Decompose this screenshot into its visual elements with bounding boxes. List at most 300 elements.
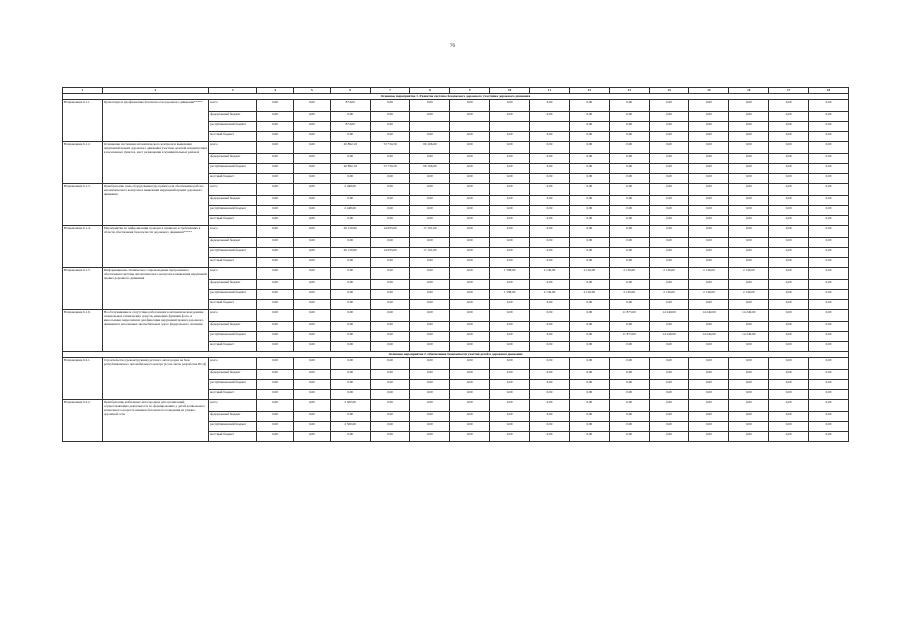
amount-cell: 0,00 (330, 258, 370, 268)
amount-cell: 0,00 (689, 184, 729, 196)
amount-cell: 14 249,00 (729, 310, 769, 322)
amount-cell: 0,00 (410, 184, 450, 196)
amount-cell: 0,00 (410, 322, 450, 332)
amount-cell: 0,00 (490, 142, 530, 154)
funding-source: всего (209, 226, 257, 238)
amount-cell: 0,00 (490, 400, 530, 412)
amount-cell: 0,00 (609, 380, 649, 390)
amount-cell: 0,00 (410, 238, 450, 248)
amount-cell: 0,00 (490, 196, 530, 206)
amount-cell: 0,00 (569, 342, 609, 352)
amount-cell: 0,00 (649, 432, 689, 442)
amount-cell: 0,00 (257, 390, 294, 400)
amount-cell: 0,00 (370, 268, 410, 280)
amount-cell: 0,00 (330, 290, 370, 300)
amount-cell: 0,00 (370, 174, 410, 184)
amount-cell: 0,00 (769, 390, 809, 400)
amount-cell: 0,00 (649, 300, 689, 310)
amount-cell: 0,00 (809, 184, 849, 196)
amount-cell: 0,00 (257, 310, 294, 322)
amount-cell: 0,00 (410, 332, 450, 342)
amount-cell: 0,00 (809, 196, 849, 206)
amount-cell: 0,00 (410, 112, 450, 122)
amount-cell: 0,00 (569, 432, 609, 442)
amount-cell: 874,00 (330, 100, 370, 112)
amount-cell: 0,00 (257, 280, 294, 290)
amount-cell: 0,00 (450, 100, 490, 112)
amount-cell: 0,00 (769, 310, 809, 322)
amount-cell: 0,00 (530, 322, 570, 332)
funding-source: республиканский бюджет (209, 332, 257, 342)
amount-cell: 0,00 (450, 258, 490, 268)
amount-cell: 0,00 (370, 132, 410, 142)
amount-cell: 0,00 (490, 380, 530, 390)
amount-cell: 0,00 (769, 422, 809, 432)
amount-cell: 0,00 (530, 310, 570, 322)
amount-cell: 0,00 (769, 154, 809, 164)
amount-cell: 0,00 (729, 300, 769, 310)
amount-cell: 0,00 (769, 142, 809, 154)
amount-cell: 14 249,00 (729, 332, 769, 342)
amount-cell: 0,00 (330, 322, 370, 332)
amount-cell: 0,00 (257, 370, 294, 380)
amount-cell: 0,00 (729, 322, 769, 332)
amount-cell: 0,00 (530, 184, 570, 196)
direction-name: Приобретение спец-оборудования (программ) для обеспечения работы автоматического контроля и выявления нарушений правил дорожного движения (102, 184, 208, 226)
amount-cell: 0,00 (530, 358, 570, 370)
amount-cell: 0,00 (410, 300, 450, 310)
amount-cell: 0,00 (450, 390, 490, 400)
amount-cell: 0,00 (370, 196, 410, 206)
amount-cell: 0,00 (569, 184, 609, 196)
funding-source: местный бюджет (209, 300, 257, 310)
amount-cell: 0,00 (729, 216, 769, 226)
amount-cell: 2 136,00 (569, 290, 609, 300)
amount-cell: 0,00 (293, 100, 330, 112)
amount-cell: 0,00 (649, 342, 689, 352)
budget-table (62, 87, 849, 442)
amount-cell: 0,00 (450, 422, 490, 432)
amount-cell: 0,00 (450, 290, 490, 300)
amount-cell: 0,00 (293, 206, 330, 216)
amount-cell: 0,00 (330, 390, 370, 400)
amount-cell: 0,00 (293, 238, 330, 248)
amount-cell: 2 136,00 (729, 268, 769, 280)
amount-cell: 0,00 (293, 310, 330, 322)
amount-cell: 0,00 (293, 142, 330, 154)
amount-cell: 0,00 (410, 100, 450, 112)
amount-cell: 0,00 (769, 370, 809, 380)
amount-cell: 0,00 (689, 412, 729, 422)
direction-name: Оснащение системами автоматического контроля и выявления нарушений правил дорожного движения участков опасной концентрации в населенных пунктах, мест размещения в муниципальных районах (102, 142, 208, 184)
amount-cell: 0,00 (769, 332, 809, 342)
amount-cell: 0,00 (370, 300, 410, 310)
amount-cell: 0,00 (257, 258, 294, 268)
amount-cell: 0,00 (609, 342, 649, 352)
amount-cell: 0,00 (729, 390, 769, 400)
amount-cell: 2 136,00 (569, 268, 609, 280)
amount-cell: 0,00 (609, 300, 649, 310)
funding-source: местный бюджет (209, 174, 257, 184)
amount-cell: 0,00 (809, 412, 849, 422)
amount-cell: 0,00 (257, 358, 294, 370)
amount-cell: 0,00 (450, 400, 490, 412)
amount-cell: 0,00 (370, 184, 410, 196)
funding-source: федеральный бюджет (209, 322, 257, 332)
amount-cell: 0,00 (257, 142, 294, 154)
amount-cell: 0,00 (293, 400, 330, 412)
amount-cell: 0,00 (293, 332, 330, 342)
amount-cell: 14 249,00 (649, 332, 689, 342)
funding-source: республиканский бюджет (209, 248, 257, 258)
column-number: 4 (257, 88, 294, 94)
amount-cell: 0,00 (293, 422, 330, 432)
amount-cell: 0,00 (257, 412, 294, 422)
amount-cell: 0,00 (649, 248, 689, 258)
amount-cell: 0,00 (450, 154, 490, 164)
amount-cell: 0,00 (490, 310, 530, 322)
funding-source: федеральный бюджет (209, 280, 257, 290)
table-row (63, 268, 849, 280)
amount-cell: 0,00 (530, 300, 570, 310)
amount-cell: 0,00 (410, 206, 450, 216)
amount-cell: 0,00 (370, 290, 410, 300)
amount-cell: 0,00 (330, 432, 370, 442)
funding-source: федеральный бюджет (209, 112, 257, 122)
amount-cell: 0,00 (609, 400, 649, 412)
amount-cell: 0,00 (530, 154, 570, 164)
amount-cell: 0,00 (569, 226, 609, 238)
amount-cell: 0,00 (450, 332, 490, 342)
amount-cell: 0,00 (689, 206, 729, 216)
amount-cell: 0,00 (530, 216, 570, 226)
amount-cell: 0,00 (530, 380, 570, 390)
amount-cell: 0,00 (729, 248, 769, 258)
amount-cell: 0,00 (769, 196, 809, 206)
amount-cell: 0,00 (809, 332, 849, 342)
amount-cell: 0,00 (293, 432, 330, 442)
amount-cell: 0,00 (530, 248, 570, 258)
amount-cell: 0,00 (729, 132, 769, 142)
amount-cell: 0,00 (569, 322, 609, 332)
amount-cell: 0,00 (330, 412, 370, 422)
amount-cell: 0,00 (809, 132, 849, 142)
amount-cell: 0,00 (450, 370, 490, 380)
amount-cell: 0,00 (729, 184, 769, 196)
amount-cell: 0,00 (609, 142, 649, 154)
amount-cell: 0,00 (769, 238, 809, 248)
amount-cell: 0,00 (410, 358, 450, 370)
direction-id: Направление 6.1.4. (63, 226, 103, 268)
amount-cell: 0,00 (410, 310, 450, 322)
amount-cell: 0,00 (257, 342, 294, 352)
funding-source: федеральный бюджет (209, 370, 257, 380)
column-number: 16 (729, 88, 769, 94)
direction-name: Мероприятия по цифровизации граждан в правилах и требованиях в области обеспечения безопасности дорожного движения***** (102, 226, 208, 268)
amount-cell: 0,00 (293, 300, 330, 310)
amount-cell: 0,00 (569, 400, 609, 412)
amount-cell: 0,00 (569, 112, 609, 122)
amount-cell: 0,00 (293, 290, 330, 300)
amount-cell: 0,00 (530, 112, 570, 122)
amount-cell: 0,00 (330, 174, 370, 184)
amount-cell: 14 249,00 (689, 310, 729, 322)
amount-cell: 0,00 (370, 280, 410, 290)
amount-cell: 0,00 (410, 412, 450, 422)
amount-cell: 0,00 (370, 322, 410, 332)
amount-cell: 2 136,00 (530, 290, 570, 300)
column-number: 11 (530, 88, 570, 94)
amount-cell: 0,00 (769, 268, 809, 280)
funding-source: республиканский бюджет (209, 290, 257, 300)
amount-cell: 0,00 (257, 112, 294, 122)
amount-cell: 0,00 (257, 132, 294, 142)
direction-id: Направление 6.1.1. (63, 100, 103, 142)
amount-cell: 0,00 (293, 154, 330, 164)
amount-cell: 0,00 (689, 238, 729, 248)
amount-cell: 0,00 (729, 164, 769, 174)
amount-cell: 0,00 (293, 412, 330, 422)
amount-cell: 0,00 (293, 322, 330, 332)
column-number: 18 (809, 88, 849, 94)
amount-cell: 0,00 (370, 154, 410, 164)
amount-cell: 0,00 (330, 216, 370, 226)
amount-cell: 66 166,60 (410, 142, 450, 154)
direction-id: Направление 6.1.2. (63, 142, 103, 184)
funding-source: федеральный бюджет (209, 154, 257, 164)
amount-cell: 0,00 (490, 390, 530, 400)
amount-cell: 0,00 (809, 112, 849, 122)
amount-cell: 0,00 (490, 174, 530, 184)
table-row (63, 184, 849, 196)
amount-cell: 0,00 (729, 342, 769, 352)
amount-cell: 0,00 (450, 164, 490, 174)
amount-cell: 0,00 (689, 154, 729, 164)
amount-cell: 0,00 (257, 400, 294, 412)
amount-cell: 0,00 (729, 258, 769, 268)
amount-cell: 0,00 (257, 332, 294, 342)
amount-cell: 0,00 (330, 358, 370, 370)
amount-cell: 2 500,00 (330, 422, 370, 432)
column-number: 15 (689, 88, 729, 94)
amount-cell: 0,00 (530, 206, 570, 216)
amount-cell: 0,00 (649, 122, 689, 132)
direction-id: Направление 6.2.1. (63, 358, 103, 400)
amount-cell: 0,00 (769, 380, 809, 390)
amount-cell: 0,00 (649, 258, 689, 268)
amount-cell: 0,00 (769, 342, 809, 352)
amount-cell: 0,00 (609, 390, 649, 400)
amount-cell: 0,00 (370, 342, 410, 352)
amount-cell: 0,00 (649, 400, 689, 412)
amount-cell: 0,00 (530, 332, 570, 342)
amount-cell: 0,00 (649, 100, 689, 112)
direction-id: Направление 6.1.3. (63, 184, 103, 226)
amount-cell: 0,00 (330, 342, 370, 352)
funding-source: всего (209, 310, 257, 322)
amount-cell: 0,00 (293, 184, 330, 196)
amount-cell: 0,00 (490, 164, 530, 174)
amount-cell: 0,00 (569, 332, 609, 342)
amount-cell: 0,00 (769, 300, 809, 310)
table-row (63, 226, 849, 238)
amount-cell: 0,00 (370, 358, 410, 370)
amount-cell: 0,00 (450, 280, 490, 290)
amount-cell: 0,00 (257, 216, 294, 226)
amount-cell: 0,00 (609, 370, 649, 380)
amount-cell: 0,00 (370, 422, 410, 432)
amount-cell: 0,00 (530, 412, 570, 422)
amount-cell: 0,00 (257, 322, 294, 332)
amount-cell: 0,00 (689, 422, 729, 432)
amount-cell: 0,00 (530, 132, 570, 142)
amount-cell: 0,00 (330, 196, 370, 206)
amount-cell: 0,00 (689, 112, 729, 122)
amount-cell: 0,00 (569, 390, 609, 400)
funding-source: всего (209, 400, 257, 412)
amount-cell: 0,00 (729, 142, 769, 154)
amount-cell: 0,00 (257, 174, 294, 184)
amount-cell: 2 136,00 (689, 290, 729, 300)
funding-source: федеральный бюджет (209, 196, 257, 206)
amount-cell: 0,00 (569, 100, 609, 112)
amount-cell: 0,00 (370, 112, 410, 122)
amount-cell: 0,00 (257, 432, 294, 442)
funding-source: местный бюджет (209, 342, 257, 352)
amount-cell: 0,00 (769, 358, 809, 370)
amount-cell: 0,00 (257, 154, 294, 164)
amount-cell: 0,00 (569, 174, 609, 184)
amount-cell: 0,00 (410, 258, 450, 268)
amount-cell: 0,00 (649, 380, 689, 390)
column-number: 6 (330, 88, 370, 94)
amount-cell: 0,00 (257, 184, 294, 196)
table-row (63, 400, 849, 412)
amount-cell: 0,00 (649, 174, 689, 184)
funding-source: всего (209, 268, 257, 280)
amount-cell: 0,00 (490, 370, 530, 380)
amount-cell: 0,00 (569, 206, 609, 216)
amount-cell: 0,00 (569, 422, 609, 432)
amount-cell: 0,00 (293, 132, 330, 142)
amount-cell: 0,00 (689, 132, 729, 142)
amount-cell: 0,00 (809, 310, 849, 322)
amount-cell: 0,00 (649, 184, 689, 196)
direction-name: Информационно-техническое сопровождение программного обеспечения системы автоматического контроля и выявления нарушений правил дорожного движения (102, 268, 208, 310)
amount-cell: 0,00 (450, 238, 490, 248)
amount-cell: 0,00 (609, 248, 649, 258)
amount-cell: 0,00 (293, 122, 330, 132)
amount-cell: 0,00 (530, 226, 570, 238)
amount-cell: 0,00 (569, 142, 609, 154)
amount-cell: 2 136,00 (649, 290, 689, 300)
amount-cell: 0,00 (490, 226, 530, 238)
amount-cell: 0,00 (689, 258, 729, 268)
amount-cell: 0,00 (370, 380, 410, 390)
amount-cell: 0,00 (293, 390, 330, 400)
amount-cell: 0,00 (809, 248, 849, 258)
table-row (63, 358, 849, 370)
direction-name: Приобретение мобильных автогородков для организаций, осуществляющих деятельность по формированию у детей дошкольного и школьного возраста навыков безопасного поведения на улично-дорожной сети (102, 400, 208, 442)
amount-cell: 0,00 (569, 300, 609, 310)
amount-cell: 0,00 (530, 422, 570, 432)
amount-cell: 0,00 (293, 164, 330, 174)
column-number: 10 (490, 88, 530, 94)
amount-cell: 0,00 (689, 248, 729, 258)
amount-cell: 0,00 (609, 122, 649, 132)
amount-cell: 0,00 (769, 432, 809, 442)
amount-cell: 0,00 (330, 268, 370, 280)
amount-cell: 0,00 (689, 280, 729, 290)
amount-cell: 0,00 (490, 132, 530, 142)
column-number: 9 (450, 88, 490, 94)
amount-cell: 72 734,50 (370, 164, 410, 174)
amount-cell: 0,00 (569, 310, 609, 322)
amount-cell: 0,00 (609, 432, 649, 442)
amount-cell: 0,00 (729, 112, 769, 122)
amount-cell: 0,00 (450, 322, 490, 332)
amount-cell: 2 136,00 (649, 268, 689, 280)
amount-cell: 0,00 (330, 380, 370, 390)
amount-cell: 0,00 (293, 358, 330, 370)
amount-cell: 0,00 (257, 290, 294, 300)
amount-cell: 0,00 (530, 142, 570, 154)
amount-cell: 0,00 (450, 248, 490, 258)
amount-cell: 0,00 (769, 132, 809, 142)
amount-cell: 66 166,60 (410, 164, 450, 174)
amount-cell: 0,00 (729, 174, 769, 184)
amount-cell: 0,00 (330, 154, 370, 164)
amount-cell: 0,00 (257, 206, 294, 216)
column-number: 17 (769, 88, 809, 94)
amount-cell: 0,00 (809, 100, 849, 112)
amount-cell: 0,00 (370, 310, 410, 322)
amount-cell: 0,00 (490, 432, 530, 442)
amount-cell: 0,00 (257, 226, 294, 238)
amount-cell: 0,00 (729, 400, 769, 412)
amount-cell: 0,00 (490, 280, 530, 290)
amount-cell: 0,00 (330, 370, 370, 380)
amount-cell: 0,00 (809, 122, 849, 132)
amount-cell: 0,00 (569, 280, 609, 290)
amount-cell: 0,00 (569, 358, 609, 370)
amount-cell: 0,00 (769, 248, 809, 258)
amount-cell: 0,00 (769, 226, 809, 238)
amount-cell: 0,00 (689, 380, 729, 390)
amount-cell: 0,00 (569, 122, 609, 132)
amount-cell: 0,00 (689, 358, 729, 370)
amount-cell: 0,00 (609, 358, 649, 370)
amount-cell: 2 500,00 (330, 400, 370, 412)
amount-cell: 0,00 (490, 412, 530, 422)
amount-cell: 0,00 (809, 370, 849, 380)
amount-cell: 0,00 (530, 174, 570, 184)
amount-cell: 0,00 (490, 332, 530, 342)
amount-cell: 0,00 (530, 370, 570, 380)
amount-cell: 0,00 (649, 206, 689, 216)
amount-cell: 0,00 (729, 206, 769, 216)
amount-cell: 2 136,00 (530, 268, 570, 280)
amount-cell: 0,00 (729, 432, 769, 442)
amount-cell: 0,00 (809, 164, 849, 174)
amount-cell: 2 136,00 (609, 268, 649, 280)
amount-cell: 0,00 (809, 258, 849, 268)
amount-cell: 0,00 (729, 196, 769, 206)
direction-name: Строительство (реконструкция) детского автогородка на базе республиканского автомобильного центра (в том числе разработка ПСД) (102, 358, 208, 400)
amount-cell: 0,00 (293, 268, 330, 280)
amount-cell: 0,00 (330, 310, 370, 322)
amount-cell: 0,00 (490, 258, 530, 268)
